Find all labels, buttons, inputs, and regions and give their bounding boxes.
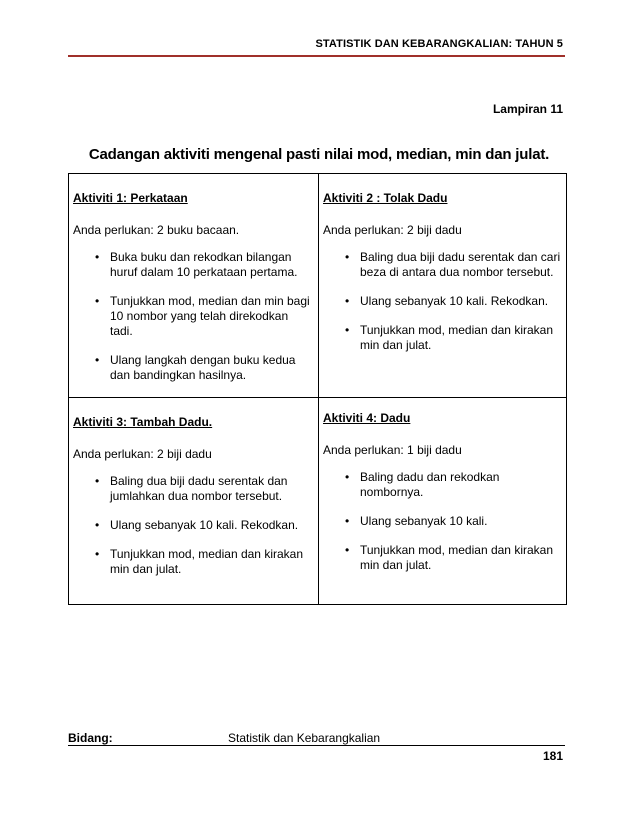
bullet-icon: • xyxy=(345,543,350,557)
bullet-icon: • xyxy=(95,518,100,532)
list-item: • Tunjukkan mod, median dan kirakan min dan julat. xyxy=(345,543,553,572)
activity-cell-2 xyxy=(319,174,566,367)
list-item: • Ulang sebanyak 10 kali. Rekodkan. xyxy=(95,518,299,532)
list-item: • Ulang langkah dengan buku kedua dan bandingkan hasilnya. xyxy=(95,353,296,382)
bullet-icon: • xyxy=(345,514,350,528)
activity-requirements: Anda perlukan: 2 buku bacaan. xyxy=(73,223,240,237)
activity-title: Aktiviti 4: Dadu xyxy=(323,411,411,425)
activity-steps xyxy=(323,470,562,573)
list-item: • Tunjukkan mod, median dan kirakan min dan julat. xyxy=(345,323,553,352)
list-item: • Baling dadu dan rekodkan nombornya. xyxy=(345,470,500,499)
activity-steps xyxy=(73,474,314,577)
bullet-icon: • xyxy=(95,353,100,367)
activity-requirements: Anda perlukan: 2 biji dadu xyxy=(323,223,462,237)
activity-grid xyxy=(68,173,567,605)
bullet-icon: • xyxy=(345,470,350,484)
activity-title: Aktiviti 1: Perkataan xyxy=(73,191,188,205)
activity-cell-3 xyxy=(69,398,318,591)
bullet-icon: • xyxy=(345,294,350,308)
bullet-icon: • xyxy=(95,250,100,264)
footer-divider xyxy=(68,745,565,746)
list-item: • Buka buku dan rekodkan bilangan huruf dalam 10 perkataan pertama. xyxy=(95,250,298,279)
list-item: • Tunjukkan mod, median dan min bagi 10 nombor yang telah direkodkan tadi. xyxy=(95,294,310,338)
bullet-icon: • xyxy=(345,323,350,337)
list-item: • Ulang sebanyak 10 kali. Rekodkan. xyxy=(345,294,549,308)
list-item: • Baling dua biji dadu serentak dan jumlahkan dua nombor tersebut. xyxy=(95,474,288,503)
running-header: STATISTIK DAN KEBARANGKALIAN: TAHUN 5 xyxy=(315,38,563,50)
activity-steps xyxy=(323,250,562,353)
bullet-icon: • xyxy=(95,294,100,308)
page-number: 181 xyxy=(542,749,563,763)
activity-title: Aktiviti 2 : Tolak Dadu xyxy=(323,191,448,205)
list-item: • Ulang sebanyak 10 kali. xyxy=(345,514,488,528)
header-divider xyxy=(68,55,565,57)
appendix-label: Lampiran 11 xyxy=(492,102,563,116)
bullet-icon: • xyxy=(95,474,100,488)
bullet-icon: • xyxy=(345,250,350,264)
footer-field-label: Bidang: xyxy=(68,731,113,745)
footer-field-value: Statistik dan Kebarangkalian xyxy=(228,731,381,745)
activity-cell-1 xyxy=(69,174,318,397)
list-item: • Tunjukkan mod, median dan kirakan min dan julat. xyxy=(95,547,303,576)
activity-cell-4 xyxy=(319,398,566,587)
activity-requirements: Anda perlukan: 1 biji dadu xyxy=(323,443,462,457)
bullet-icon: • xyxy=(95,547,100,561)
activity-title: Aktiviti 3: Tambah Dadu. xyxy=(73,415,213,429)
list-item: • Baling dua biji dadu serentak dan cari beza di antara dua nombor tersebut. xyxy=(345,250,561,279)
activity-requirements: Anda perlukan: 2 biji dadu xyxy=(73,447,212,461)
activity-steps xyxy=(73,250,314,383)
page-title: Cadangan aktiviti mengenal pasti nilai mod, median, min dan julat. xyxy=(88,146,550,163)
